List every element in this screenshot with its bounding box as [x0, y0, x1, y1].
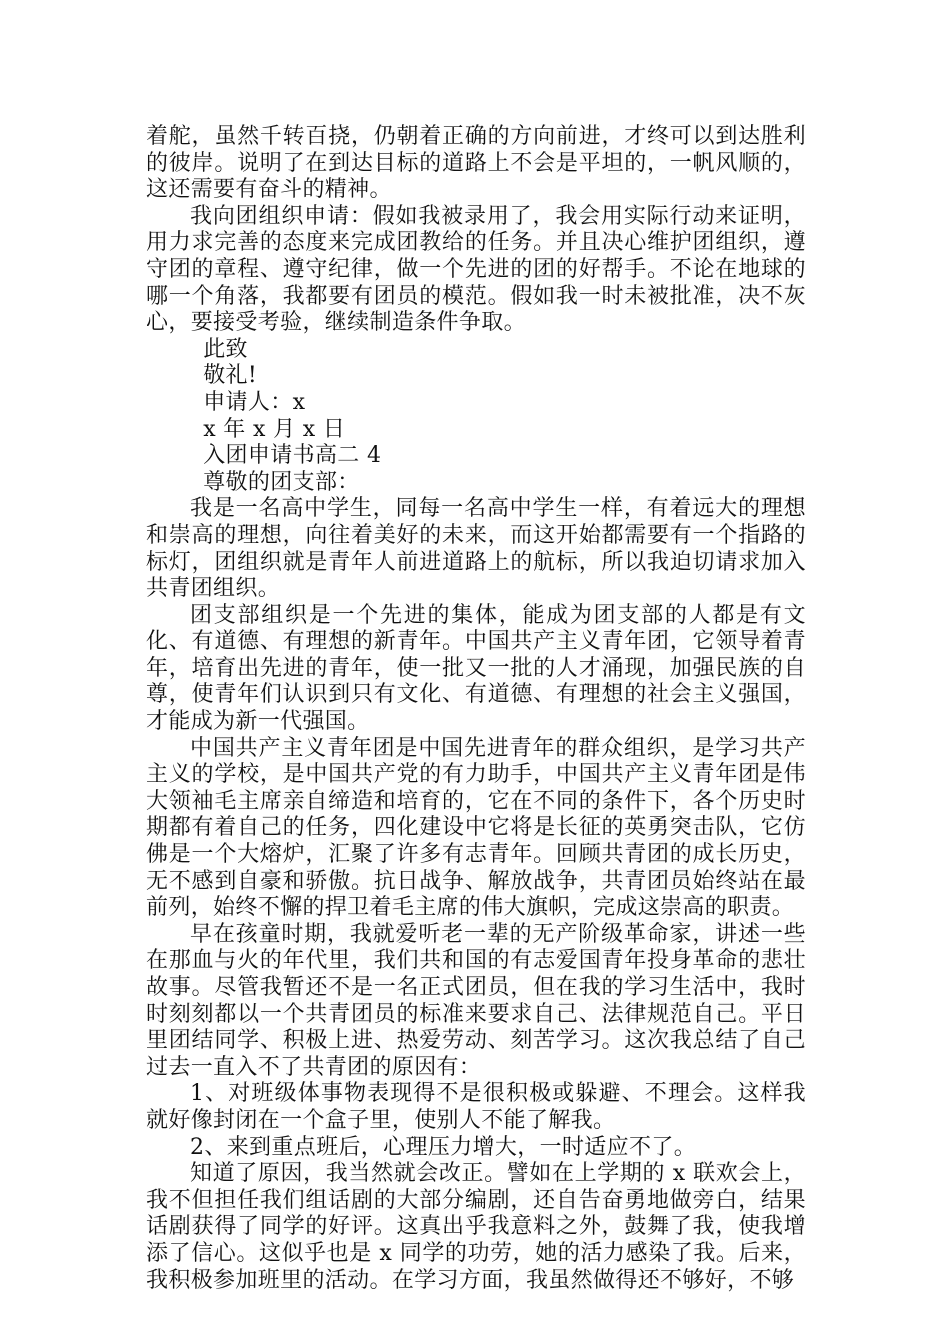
paragraph-3: 我是一名高中学生，同每一名高中学生一样，有着远大的理想和崇高的理想，向往着美好的未来，而这开始都需要有一个指路的标灯，团组织就是青年人前进道路上的航标，所以我迫切请求加入共青团组织。	[146, 496, 806, 602]
paragraph-6: 早在孩童时期，我就爱听老一辈的无产阶级革命家，讲述一些在那血与火的年代里，我们共和国的有志爱国青年投身革命的悲壮故事。尽管我暂还不是一名正式团员，但在我的学习生活中，我时时刻刻都以一个共青团员的标准来要求自己、法律规范自己。平日里团结同学、积极上进、热爱劳动、刻苦学习。这次我总结了自己过去一直入不了共青团的原因有：	[146, 921, 806, 1080]
list-item-1: 1、对班级体事物表现得不是很积极或躲避、不理会。这样我就好像封闭在一个盒子里，使别人不能了解我。	[146, 1081, 806, 1133]
applicant-line: 申请人：x	[203, 389, 306, 415]
paragraph-2: 我向团组织申请：假如我被录用了，我会用实际行动来证明，用力求完善的态度来完成团教给的任务。并且决心维护团组织，遵守团的章程、遵守纪律，做一个先进的团的好帮手。不论在地球的哪一个角落，我都要有团员的模范。假如我一时未被批准，决不灰心，要接受考验，继续制造条件争取。	[146, 203, 806, 336]
paragraph-1: 着舵，虽然千转百挠，仍朝着正确的方向前进，才终可以到达胜利的彼岸。说明了在到达目标的道路上不会是平坦的，一帆风顺的，这还需要有奋斗的精神。	[146, 124, 806, 203]
document-body	[146, 124, 806, 1294]
date-line: x 年 x 月 x 日	[203, 416, 346, 442]
closing-regards: 敬礼!	[203, 363, 258, 389]
closing-salutation: 此致	[203, 336, 248, 362]
section-title: 入团申请书高二 4	[203, 443, 382, 469]
greeting-line: 尊敬的团支部：	[203, 469, 360, 495]
paragraph-5: 中国共产主义青年团是中国先进青年的群众组织，是学习共产主义的学校，是中国共产党的有力助手，中国共产主义青年团是伟大领袖毛主席亲自缔造和培育的，它在不同的条件下，各个历史时期都有着自己的任务，四化建设中它将是长征的英勇突击队，它仿佛是一个大熔炉，汇聚了许多有志青年。回顾共青团的成长历史，无不感到自豪和骄傲。抗日战争、解放战争，共青团员始终站在最前列，始终不懈的捍卫着毛主席的伟大旗帜，完成这崇高的职责。	[146, 735, 806, 921]
paragraph-4: 团支部组织是一个先进的集体，能成为团支部的人都是有文化、有道德、有理想的新青年。中国共产主义青年团，它领导着青年，培育出先进的青年，使一批又一批的人才涌现，加强民族的自尊，使青年们认识到只有文化、有道德、有理想的社会主义强国，才能成为新一代强国。	[146, 602, 806, 735]
list-item-2: 2、来到重点班后，心理压力增大，一时适应不了。	[190, 1134, 697, 1160]
paragraph-7: 知道了原因，我当然就会改正。譬如在上学期的 x 联欢会上，我不但担任我们组话剧的大部分编剧，还自告奋勇地做旁白，结果话剧获得了同学的好评。这真出乎我意料之外，鼓舞了我，使我增添了信心。这似乎也是 x 同学的功劳，她的活力感染了我。后来，我积极参加班里的活动。在学习方面，我虽然做得还不够好，不够	[146, 1161, 806, 1293]
